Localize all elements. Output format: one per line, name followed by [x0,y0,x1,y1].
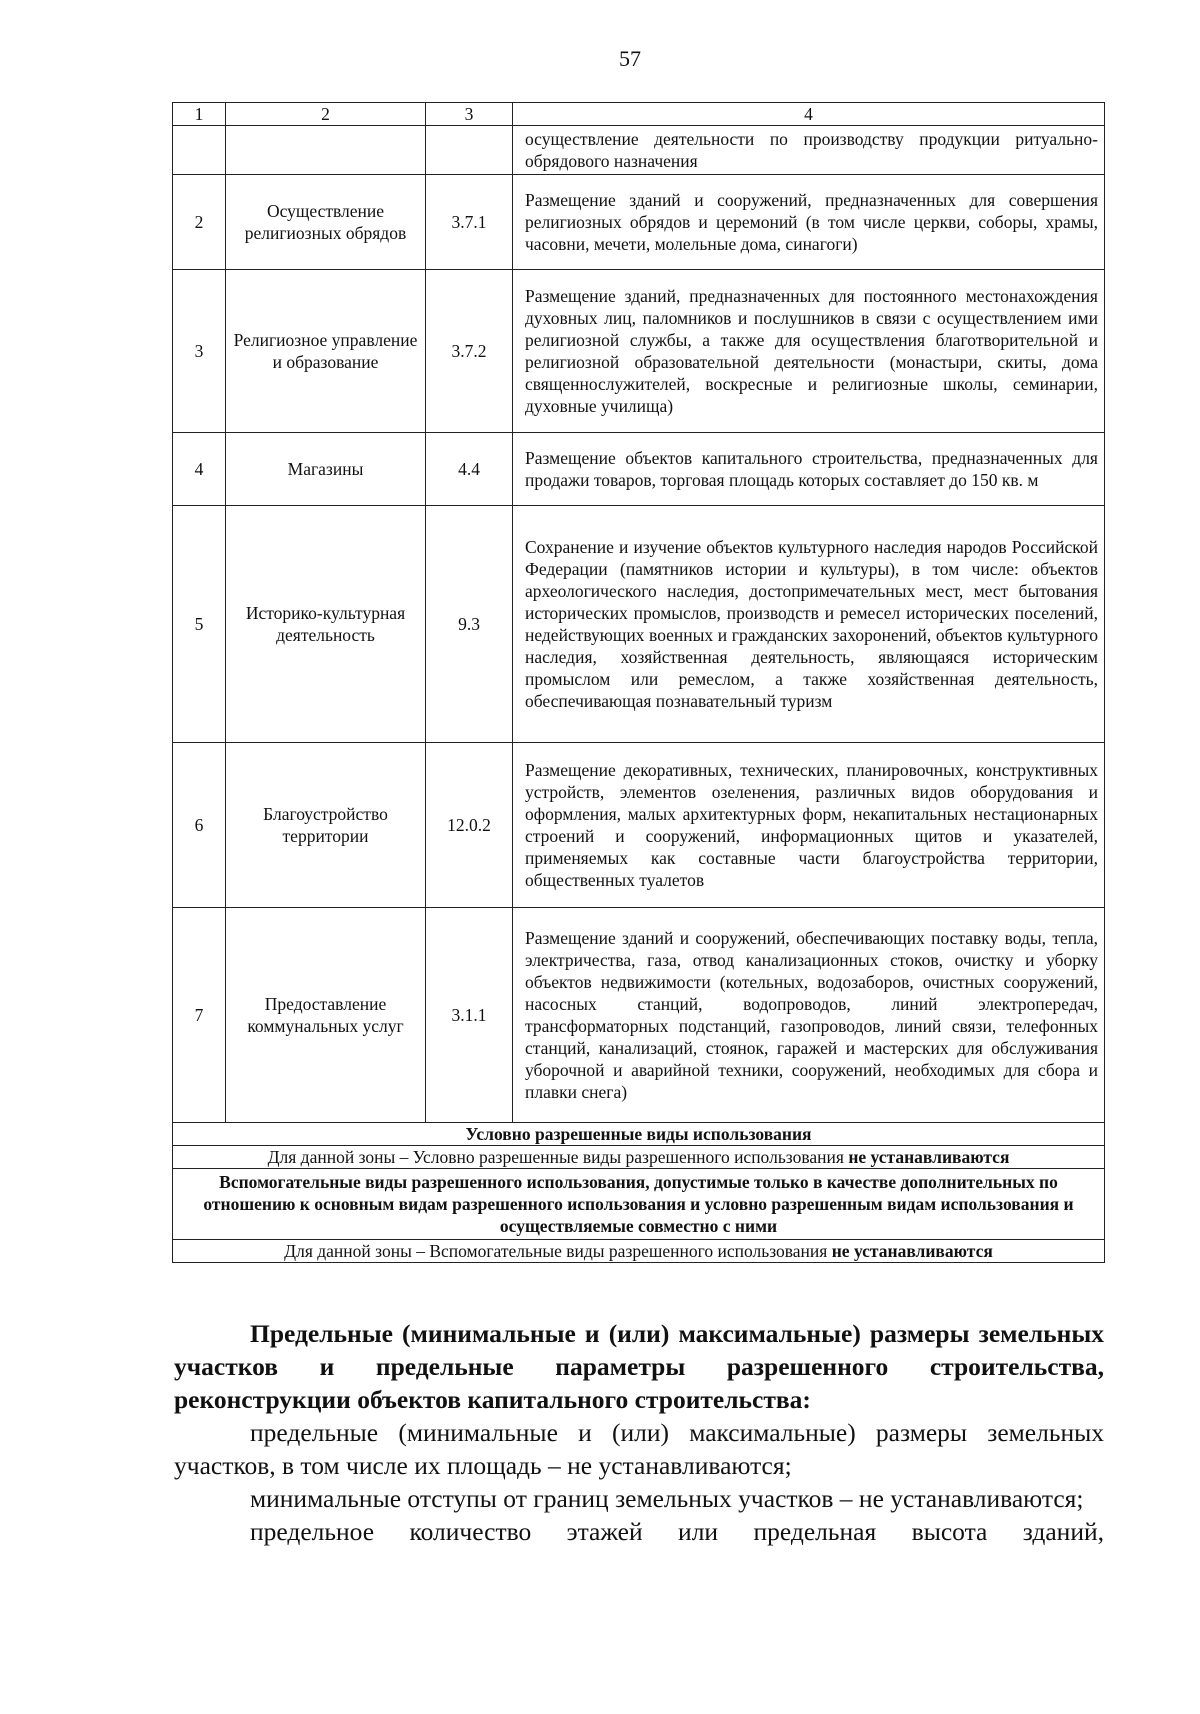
table-row [173,270,1105,433]
auxiliary-note [173,1240,1105,1263]
table-row-continuation [173,126,1105,175]
row-name: Предоставление коммунальных услуг [226,908,426,1123]
row-name: Осуществление религиозных обрядов [226,175,426,270]
row-code: 3.1.1 [426,908,513,1123]
auxiliary-title-row [173,1169,1105,1240]
auxiliary-note-row [173,1240,1105,1263]
column-header-2: 2 [226,103,426,126]
paragraph-floors: предельное количество этажей или предельная высота зданий, [250,1517,1104,1546]
row-code: 3.7.1 [426,175,513,270]
conditional-note-prefix: Для данной зоны – Условно разрешенные виды разрешенного использования [267,1147,844,1167]
conditional-title: Условно разрешенные виды использования [173,1123,1105,1146]
conditional-title-row [173,1123,1105,1146]
row-description: Размещение декоративных, технических, планировочных, конструктивных устройств, элементов озеленения, различных видов оборудования и оформления, малых архитектурных форм, некапитальных нестационарных строений и сооружений, информационных щитов и указателей, применяемых как составные части благоустройства территории, общественных туалетов [513,743,1105,908]
conditional-note [173,1146,1105,1169]
column-header-1: 1 [173,103,226,126]
row-code: 4.4 [426,433,513,506]
row-code: 9.3 [426,506,513,743]
auxiliary-note-suffix: не устанавливаются [831,1241,993,1261]
row-name: Благоустройство территории [226,743,426,908]
page-number: 57 [619,46,641,71]
row-description: Сохранение и изучение объектов культурного наследия народов Российской Федерации (памятников истории и культуры), в том числе: объектов археологического наследия, достопримечательных мест, мест бытования исторических промыслов, производств и ремесел исторических поселений, недействующих военных и гражданских захоронений, объектов культурного наследия, хозяйственная деятельность, являющаяся историческим промыслом или ремеслом, а также хозяйственная деятельность, обеспечивающая познавательный туризм [513,506,1105,743]
table-row [173,175,1105,270]
row-description: Размещение зданий и сооружений, обеспечивающих поставку воды, тепла, электричества, газа, отвод канализационных стоков, очистку и уборку объектов недвижимости (котельных, водозаборов, очистных сооружений, насосных станций, водопроводов, линий электропередач, трансформаторных подстанций, газопроводов, линий связи, телефонных станций, канализаций, стоянок, гаражей и мастерских для обслуживания уборочной и аварийной техники, сооружений, необходимых для сбора и плавки снега) [513,908,1105,1123]
section-heading: Предельные (минимальные и (или) максимальные) размеры земельных участков и предельные параметры разрешенного строительства, реконструкции объектов капитального строительства: [174,1319,1104,1414]
conditional-note-suffix: не устанавливаются [848,1147,1010,1167]
auxiliary-title: Вспомогательные виды разрешенного использования, допустимые только в качестве дополнительных по отношению к основным видам разрешенного использования и условно разрешенным видам использования и осуществляемые совместно с ними [173,1169,1105,1240]
row-number: 6 [173,743,226,908]
row-code: 12.0.2 [426,743,513,908]
table-header-row [173,103,1105,126]
row-description: Размещение зданий, предназначенных для постоянного местонахождения духовных лиц, паломников и послушников в связи с осуществлением ими религиозной службы, а также для осуществления благотворительной и религиозной образовательной деятельности (монастыри, скиты, дома священнослужителей, воскресные и религиозные школы, семинарии, духовные училища) [513,270,1105,433]
row-name: Религиозное управление и образование [226,270,426,433]
row-number: 7 [173,908,226,1123]
column-header-3: 3 [426,103,513,126]
table-row [173,743,1105,908]
row-number: 5 [173,506,226,743]
auxiliary-note-prefix: Для данной зоны – Вспомогательные виды разрешенного использования [284,1241,828,1261]
paragraph-plot-sizes: предельные (минимальные и (или) максимальные) размеры земельных участков, в том числе их площадь – не устанавливаются; [174,1418,1104,1480]
row-description: осуществление деятельности по производству продукции ритуально-обрядового назначения [513,126,1105,175]
row-number: 3 [173,270,226,433]
table-row [173,433,1105,506]
row-name: Историко-культурная деятельность [226,506,426,743]
row-name: Магазины [226,433,426,506]
table-row [173,908,1105,1123]
table-row [173,506,1105,743]
parameters-section [174,1317,1104,1548]
paragraph-setbacks: минимальные отступы от границ земельных участков – не устанавливаются; [250,1484,1084,1513]
conditional-note-row [173,1146,1105,1169]
row-number: 4 [173,433,226,506]
row-description: Размещение объектов капитального строительства, предназначенных для продажи товаров, торговая площадь которых составляет до 150 кв. м [513,433,1105,506]
row-description: Размещение зданий и сооружений, предназначенных для совершения религиозных обрядов и церемоний (в том числе церкви, соборы, храмы, часовни, мечети, молельные дома, синагоги) [513,175,1105,270]
row-number: 2 [173,175,226,270]
row-code: 3.7.2 [426,270,513,433]
column-header-4: 4 [513,103,1105,126]
land-use-table [172,102,1105,1263]
